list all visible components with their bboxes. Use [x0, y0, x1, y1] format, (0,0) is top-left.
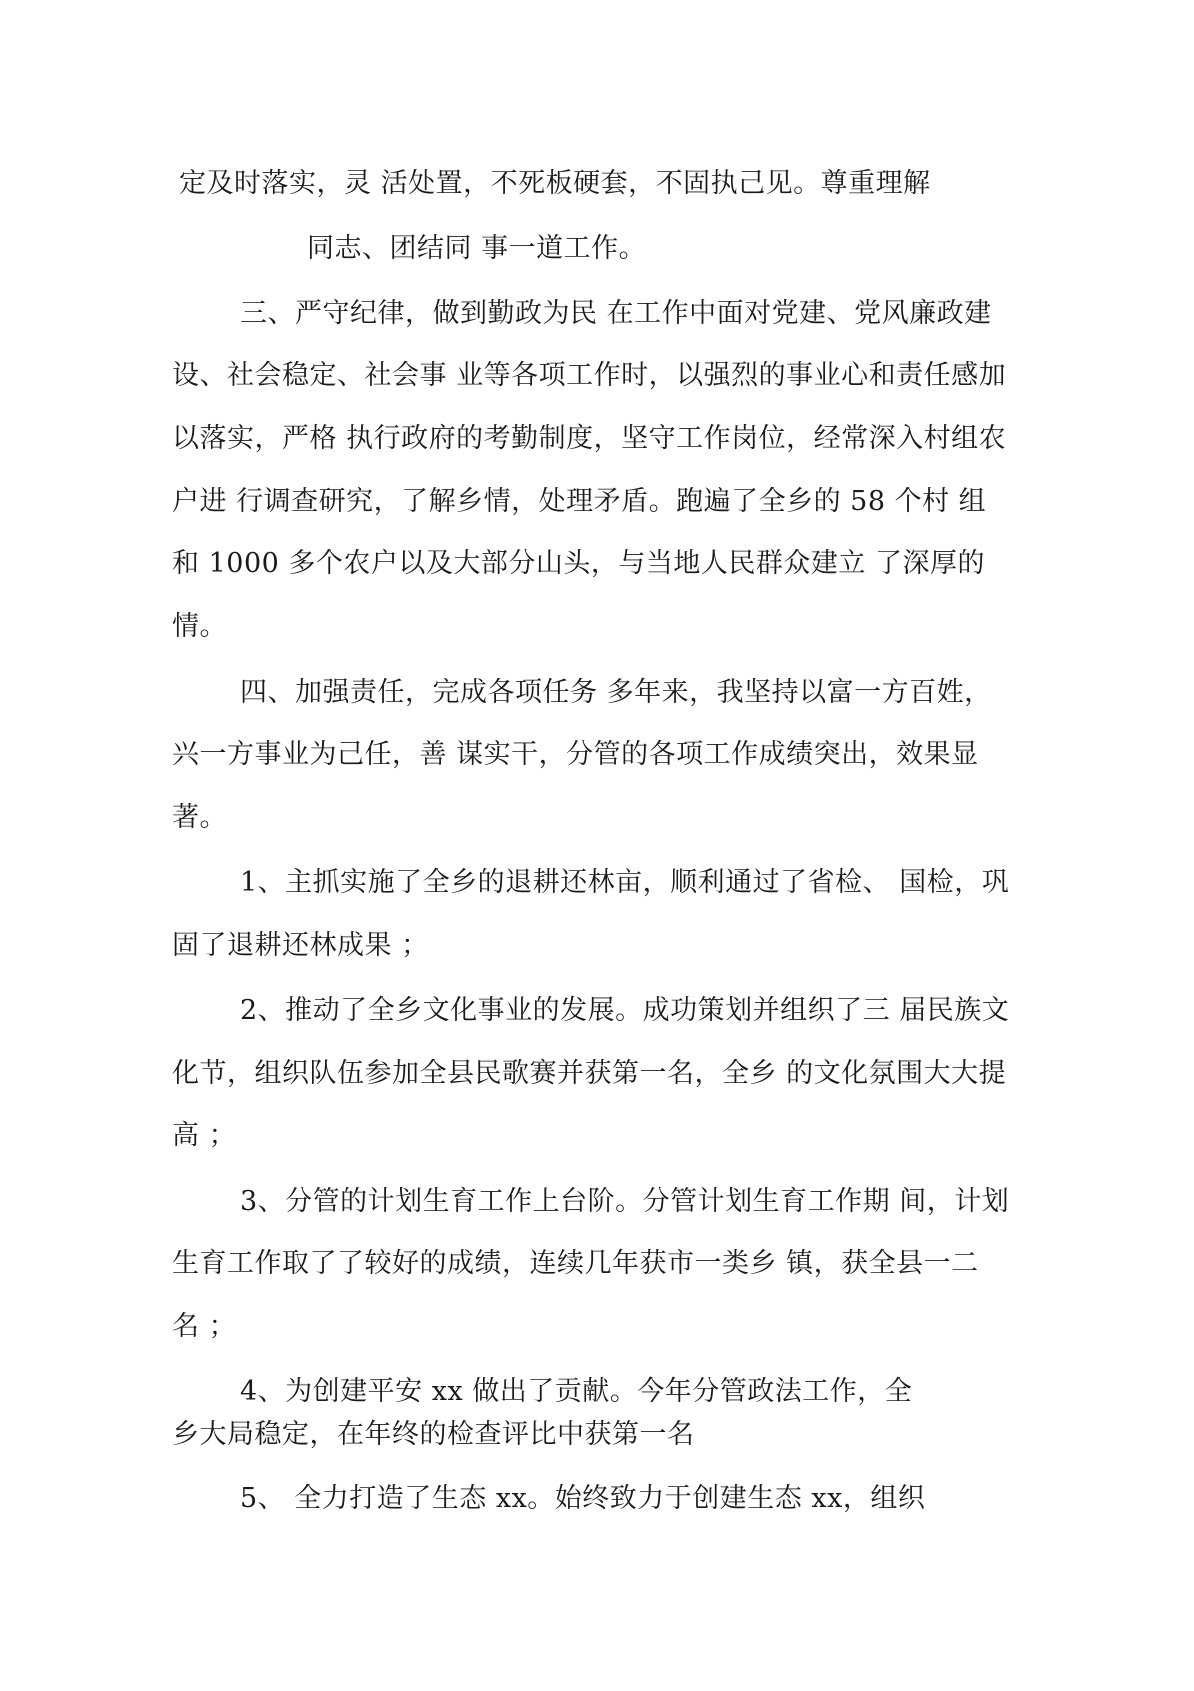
- text-line: 同志、团结同 事一道工作。: [307, 233, 647, 264]
- text-line: 著。: [172, 802, 227, 833]
- text-line: 户进 行调查研究，了解乡情，处理矛盾。跑遍了全乡的 58 个村 组: [172, 486, 987, 517]
- text-line: 生育工作取了了较好的成绩，连续几年获市一类乡 镇，获全县一二: [172, 1248, 979, 1279]
- text-line: 3、分管的计划生育工作上台阶。分管计划生育工作期 间，计划: [240, 1186, 1010, 1217]
- text-line: 固了退耕还林成果 ；: [172, 930, 429, 961]
- text-line: 四、加强责任，完成各项任务 多年来，我坚持以富一方百姓，: [240, 677, 992, 708]
- text-line: 兴一方事业为己任，善 谋实干，分管的各项工作成绩突出，效果显: [172, 739, 979, 770]
- text-line: 4、为创建平安 xx 做出了贡献。今年分管政法工作，全: [240, 1376, 913, 1407]
- text-line: 高 ；: [172, 1120, 237, 1151]
- text-line: 和 1000 多个农户以及大部分山头，与当地人民群众建立 了深厚的: [172, 548, 985, 579]
- text-line: 设、社会稳定、社会事 业等各项工作时，以强烈的事业心和责任感加: [172, 360, 1007, 391]
- text-line: 以落实，严格 执行政府的考勤制度，坚守工作岗位，经常深入村组农: [172, 423, 1007, 454]
- text-line: 名 ；: [172, 1311, 237, 1342]
- text-line: 2、推动了全乡文化事业的发展。成功策划并组织了三 届民族文: [240, 995, 1010, 1026]
- text-line: 三、严守纪律，做到勤政为民 在工作中面对党建、党风廉政建: [240, 298, 992, 329]
- text-line: 情。: [172, 611, 227, 642]
- text-line: 定及时落实，灵 活处置，不死板硬套，不固执己见。尊重理解: [179, 168, 931, 199]
- text-line: 1、主抓实施了全乡的退耕还林亩，顺利通过了省检、 国检，巩: [240, 867, 1010, 898]
- text-line: 5、 全力打造了生态 xx。始终致力于创建生态 xx，组织: [240, 1483, 926, 1514]
- text-line: 化节，组织队伍参加全县民歌赛并获第一名，全乡 的文化氛围大大提: [172, 1058, 1007, 1089]
- text-line: 乡大局稳定，在年终的检查评比中获第一名: [172, 1419, 695, 1450]
